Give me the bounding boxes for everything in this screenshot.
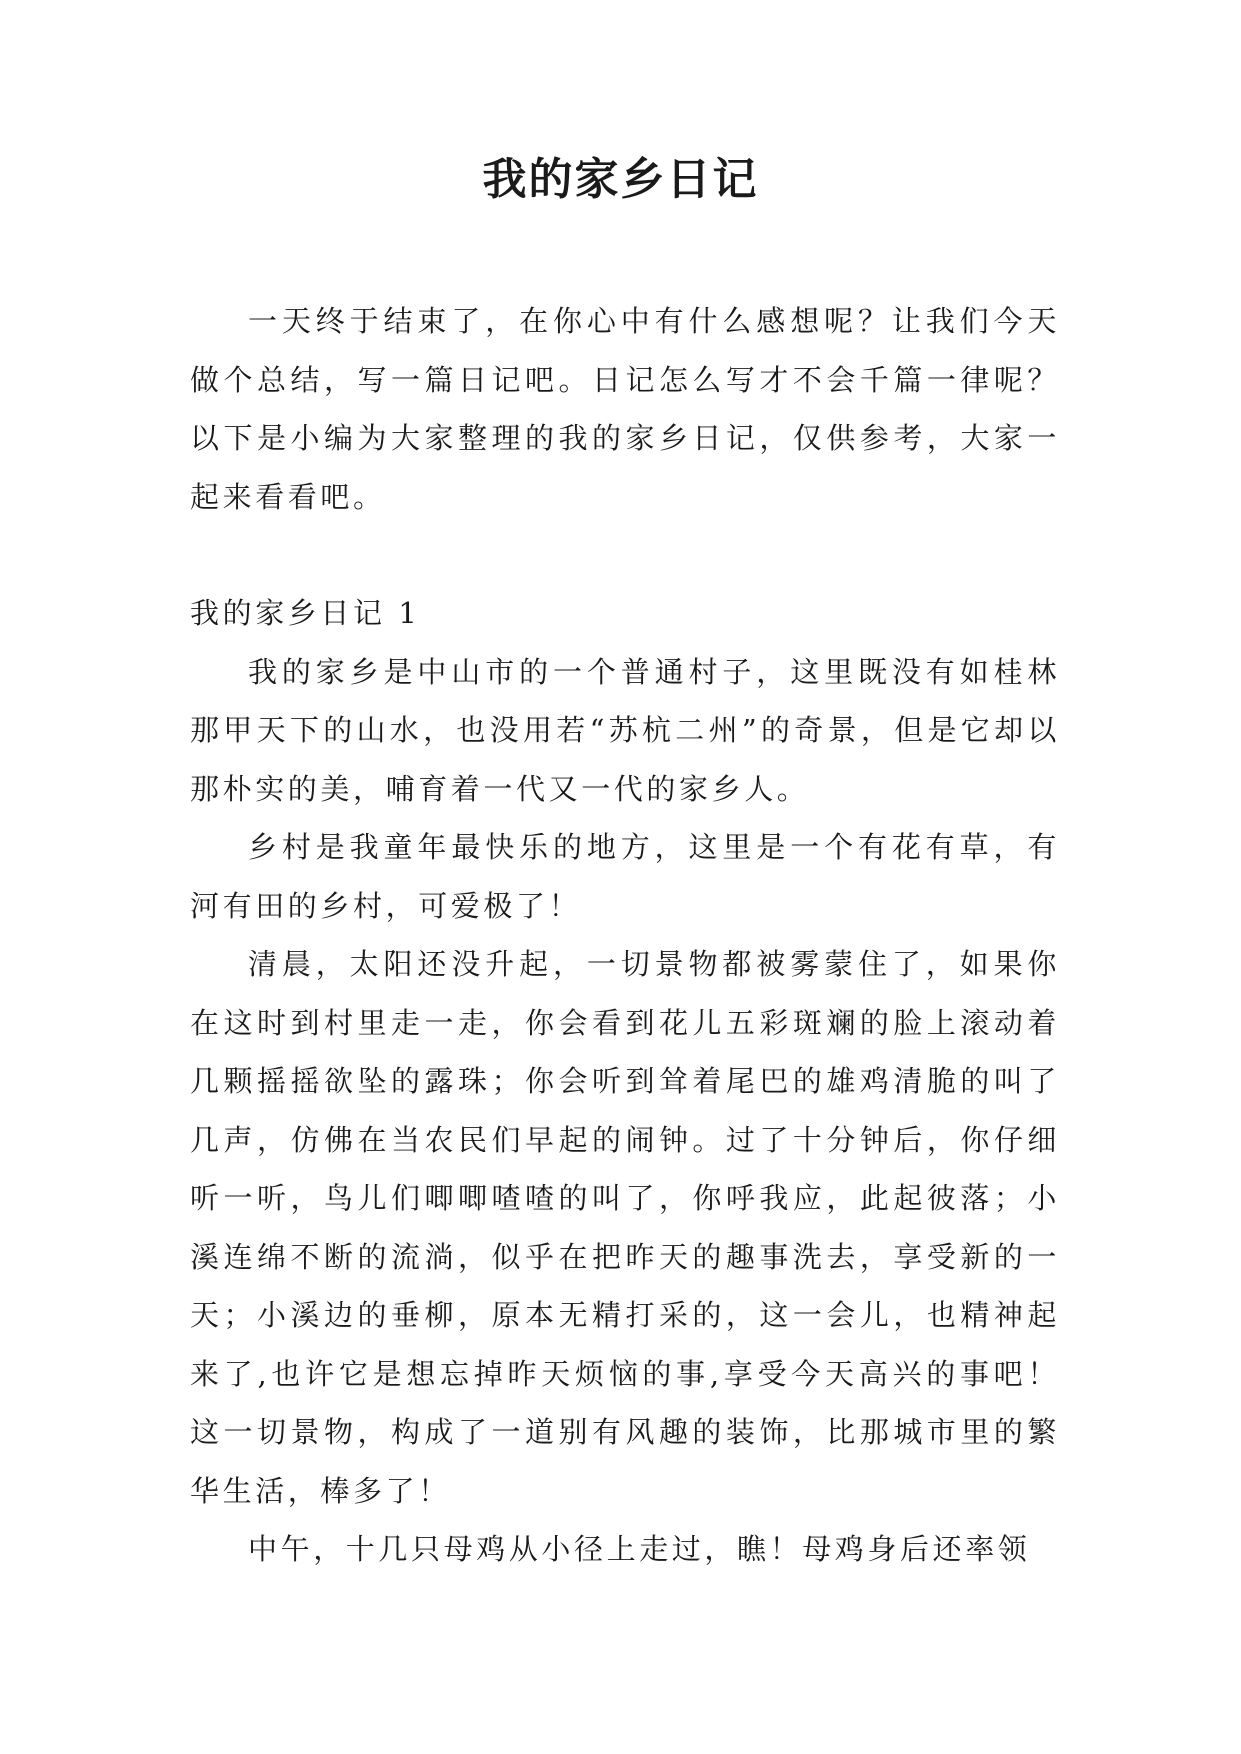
document-body (190, 292, 1060, 1579)
body-paragraph-3: 清晨，太阳还没升起，一切景物都被雾蒙住了，如果你在这时到村里走一走，你会看到花儿五彩斑斓的脸上滚动着几颗摇摇欲坠的露珠；你会听到耸着尾巴的雄鸡清脆的叫了几声，仿佛在当农民们早起的闹钟。过了十分钟后，你仔细听一听，鸟儿们唧唧喳喳的叫了，你呼我应，此起彼落；小溪连绵不断的流淌，似乎在把昨天的趣事洗去，享受新的一天；小溪边的垂柳，原本无精打采的，这一会儿，也精神起来了,也许它是想忘掉昨天烦恼的事,享受今天高兴的事吧！这一切景物，构成了一道别有风趣的装饰，比那城市里的繁华生活，棒多了！ (190, 947, 1060, 1508)
document-title: 我的家乡日记 (482, 154, 759, 205)
body-paragraph-1: 我的家乡是中山市的一个普通村子，这里既没有如桂林那甲天下的山水，也没用若“苏杭二州”的奇景，但是它却以那朴实的美，哺育着一代又一代的家乡人。 (190, 654, 1060, 806)
body-paragraph-2: 乡村是我童年最快乐的地方，这里是一个有花有草，有河有田的乡村，可爱极了！ (190, 830, 1060, 923)
body-paragraph-4: 中午，十几只母鸡从小径上走过，瞧！母鸡身后还率领 (248, 1532, 1031, 1566)
intro-paragraph: 一天终于结束了，在你心中有什么感想呢？让我们今天做个总结，写一篇日记吧。日记怎么写才不会千篇一律呢？以下是小编为大家整理的我的家乡日记，仅供参考，大家一起来看看吧。 (190, 304, 1060, 514)
section-heading: 我的家乡日记 1 (190, 596, 421, 630)
